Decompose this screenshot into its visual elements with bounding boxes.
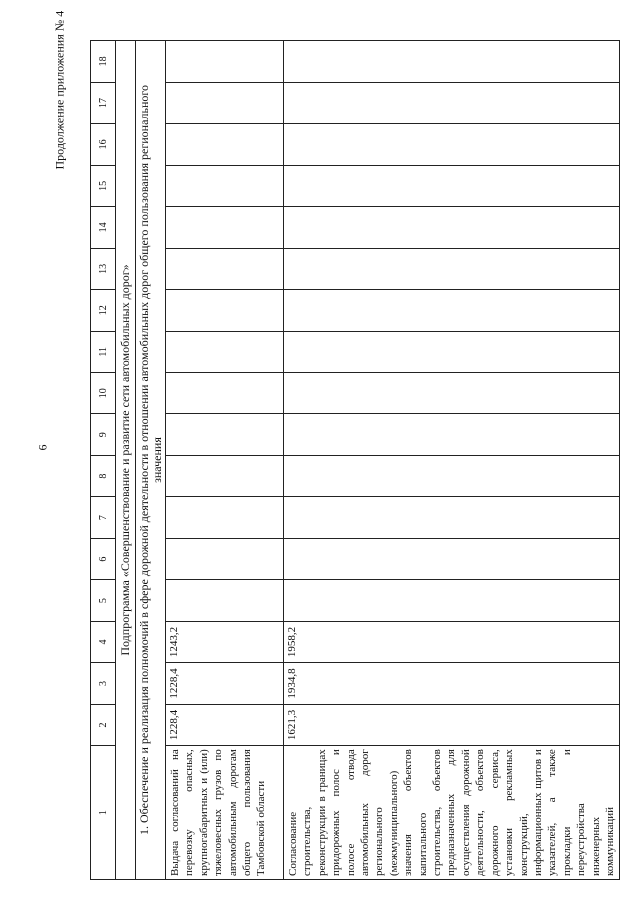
column-number: 3 [91,663,116,704]
column-number-row [91,41,116,880]
cell-value [284,414,620,455]
cell-value [166,165,284,206]
column-number: 5 [91,580,116,621]
cell-value [166,414,284,455]
column-number: 17 [91,82,116,123]
subprogram-title: Подпрограмма «Совершенствование и развитие сети автомобильных дорог» [116,41,136,880]
cell-value: 1934,8 [284,663,620,704]
cell-value: 1958,2 [284,621,620,662]
row-description: Согласование строительства, реконструкции в границах придорожных полос и полосе отвода автомобильных дорог регионального (межмуниципального) значения объектов капитального строительства, объектов предназначенных для осуществления дорожной деятельности, объектов дорожного сервиса, установки рекламных конструкций, информационных щитов и указателей, а также прокладки и переустройства инженерных коммуникаций [284,746,620,880]
cell-value: 1243,2 [166,621,284,662]
column-number: 8 [91,455,116,496]
page-number: 6 [35,444,50,451]
cell-value [284,165,620,206]
cell-value [166,373,284,414]
column-number: 15 [91,165,116,206]
column-number: 14 [91,207,116,248]
cell-value [284,207,620,248]
cell-value [166,82,284,123]
table-row [166,41,284,880]
column-number: 10 [91,373,116,414]
cell-value [284,373,620,414]
column-number: 11 [91,331,116,372]
appendix-title: Продолжение приложения № 4 [52,10,67,170]
column-number: 6 [91,538,116,579]
column-number: 12 [91,290,116,331]
cell-value [166,580,284,621]
cell-value [284,497,620,538]
cell-value [284,580,620,621]
cell-value [166,124,284,165]
column-number: 9 [91,414,116,455]
cell-value [284,248,620,289]
section-title: 1. Обеспечение и реализация полномочий в сфере дорожной деятельности в отношении автомобильных дорог общего пользования регионального значения [136,41,166,880]
cell-value [166,41,284,83]
rotated-table-container [90,40,616,880]
column-number: 4 [91,621,116,662]
cell-value [166,248,284,289]
row-description: Выдача согласований на перевозку опасных, крупногабаритных и (или) тяжеловесных грузов по автомобильным дорогам общего пользования Тамбовской области [166,746,284,880]
column-number: 13 [91,248,116,289]
cell-value [284,41,620,83]
table-row [284,41,620,880]
cell-value [284,290,620,331]
subprogram-row [116,41,136,880]
cell-value: 1228,4 [166,704,284,745]
cell-value [166,207,284,248]
cell-value: 1228,4 [166,663,284,704]
cell-value [284,538,620,579]
column-number: 16 [91,124,116,165]
cell-value [284,455,620,496]
column-number: 1 [91,746,116,880]
data-table [90,40,620,880]
column-number: 7 [91,497,116,538]
column-number: 18 [91,41,116,83]
cell-value [166,497,284,538]
column-number: 2 [91,704,116,745]
cell-value [166,290,284,331]
cell-value [166,331,284,372]
cell-value [284,82,620,123]
cell-value [166,538,284,579]
cell-value: 1621,3 [284,704,620,745]
cell-value [166,455,284,496]
section-row [136,41,166,880]
cell-value [284,331,620,372]
cell-value [284,124,620,165]
